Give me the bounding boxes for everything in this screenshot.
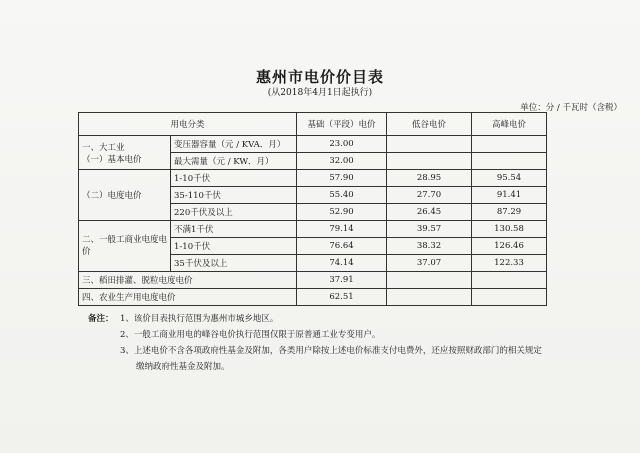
empty-cell [472, 272, 547, 289]
note-2: 2、一般工商业用电的峰谷电价执行范围仅限于原普通工业专变用户。 [120, 330, 381, 340]
valley-price-value: 26.45 [387, 204, 472, 221]
table-row [79, 289, 547, 306]
unit-label: 单位：分 / 千瓦时（含税） [520, 103, 622, 113]
base-price-value: 74.14 [297, 255, 387, 272]
industrial-title: 一、大工业 [82, 142, 125, 153]
peak-price-value: 122.33 [472, 255, 547, 272]
voltage-label: 1-10千伏 [171, 170, 297, 187]
irrigation-label: 三、稻田排灌、脱粒电度电价 [79, 272, 297, 289]
notes-heading: 备注： [88, 314, 114, 324]
note-3: 3、上述电价不含各项政府性基金及附加，各类用户除按上述电价标准支付电费外，还应按照财政部门的相关规定 [120, 346, 542, 356]
empty-cell [387, 272, 472, 289]
base-price-value: 57.90 [297, 170, 387, 187]
header-base-price: 基础（平段）电价 [297, 113, 387, 136]
empty-cell [387, 136, 472, 153]
valley-price-value: 39.57 [387, 221, 472, 238]
agriculture-label: 四、农业生产用电度电价 [79, 289, 297, 306]
industrial-basic-cell [79, 136, 171, 170]
peak-price-value: 95.54 [472, 170, 547, 187]
table-row [79, 272, 547, 289]
table-row [79, 136, 547, 153]
base-price-value: 55.40 [297, 187, 387, 204]
max-demand-label: 最大需量（元 / KW．月） [171, 153, 297, 170]
peak-price-value: 87.29 [472, 204, 547, 221]
table-row [79, 221, 547, 238]
empty-cell [387, 153, 472, 170]
empty-cell [387, 289, 472, 306]
empty-cell [472, 153, 547, 170]
base-price-value: 76.64 [297, 238, 387, 255]
energy-price-label: （二）电度电价 [79, 170, 171, 221]
peak-price-value: 91.41 [472, 187, 547, 204]
voltage-label: 35千伏及以上 [171, 255, 297, 272]
header-row [79, 113, 547, 136]
valley-price-value: 27.70 [387, 187, 472, 204]
commercial-label: 二、一般工商业电度电价 [79, 221, 171, 272]
base-price-value: 79.14 [297, 221, 387, 238]
document-title: 惠州市电价价目表 [255, 68, 384, 86]
empty-cell [472, 136, 547, 153]
price-table [78, 112, 547, 306]
valley-price-value: 28.95 [387, 170, 472, 187]
transformer-capacity-value: 23.00 [297, 136, 387, 153]
valley-price-value: 38.32 [387, 238, 472, 255]
voltage-label: 1-10千伏 [171, 238, 297, 255]
document-subtitle: (从2018年4月1日起执行) [267, 88, 373, 98]
peak-price-value: 126.46 [472, 238, 547, 255]
voltage-label: 不满1千伏 [171, 221, 297, 238]
header-peak-price: 高峰电价 [472, 113, 547, 136]
max-demand-value: 32.00 [297, 153, 387, 170]
table-row [79, 170, 547, 187]
irrigation-base-value: 37.91 [297, 272, 387, 289]
voltage-label: 220千伏及以上 [171, 204, 297, 221]
base-price-value: 52.90 [297, 204, 387, 221]
basic-price-label: （一）基本电价 [82, 154, 142, 165]
peak-price-value: 130.58 [472, 221, 547, 238]
header-valley-price: 低谷电价 [387, 113, 472, 136]
agriculture-base-value: 62.51 [297, 289, 387, 306]
note-3-continued: 缴纳政府性基金及附加。 [136, 362, 230, 372]
header-category: 用电分类 [79, 113, 297, 136]
voltage-label: 35-110千伏 [171, 187, 297, 204]
note-1: 1、该价目表执行范围为惠州市城乡地区。 [120, 314, 279, 324]
empty-cell [472, 289, 547, 306]
transformer-capacity-label: 变压器容量（元 / KVA．月） [171, 136, 297, 153]
valley-price-value: 37.07 [387, 255, 472, 272]
